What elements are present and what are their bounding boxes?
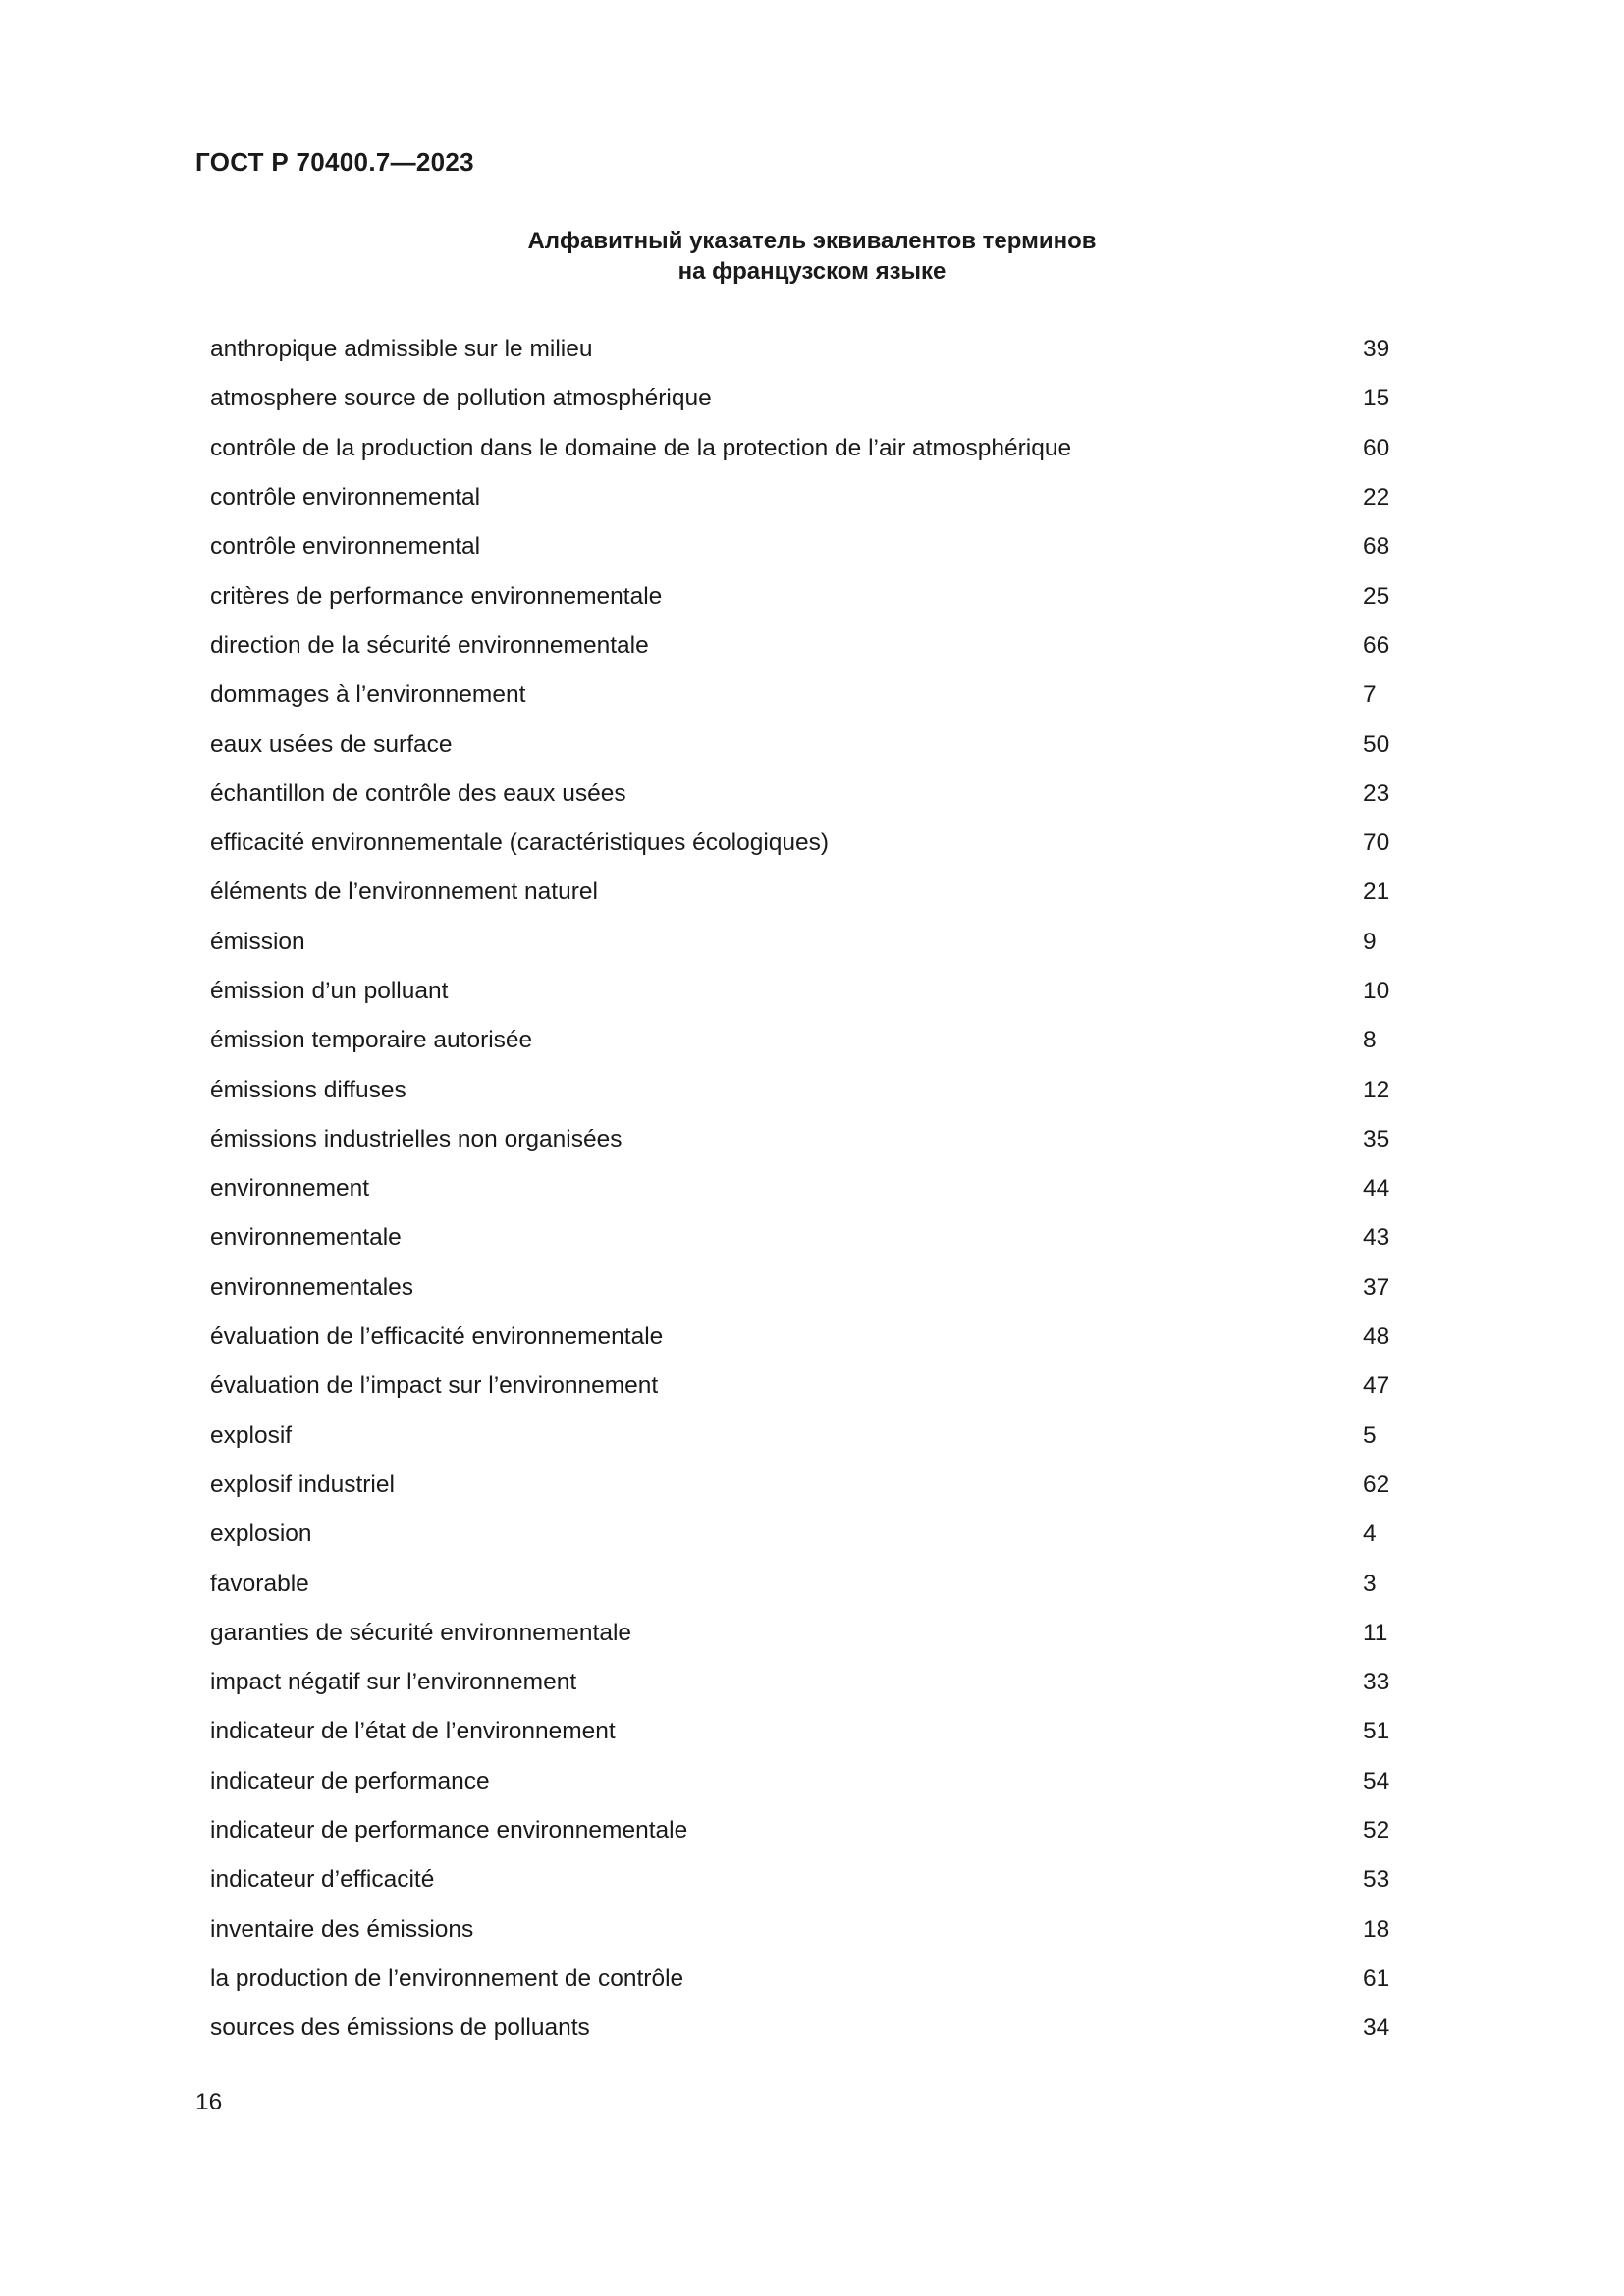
index-term: environnementales: [210, 1273, 414, 1301]
index-term: eaux usées de surface: [210, 730, 453, 758]
index-term: contrôle de la production dans le domaine de la protection de l’air atmosphérique: [210, 434, 1072, 461]
index-row: [210, 1609, 1449, 1658]
index-title-line-2: на французском языке: [677, 258, 947, 285]
index-row: [210, 1954, 1449, 2003]
index-row: [210, 325, 1449, 374]
index-ref: 4: [1363, 1521, 1377, 1548]
index-ref: 8: [1363, 1027, 1377, 1054]
index-ref: 25: [1363, 582, 1390, 610]
index-row: [210, 1412, 1449, 1461]
index-title: [0, 226, 1624, 287]
index-row: [210, 1707, 1449, 1756]
index-ref: 10: [1363, 978, 1390, 1004]
index-row: [210, 1115, 1449, 1164]
index-term: explosion: [210, 1521, 312, 1548]
index-term: émission temporaire autorisée: [210, 1027, 533, 1054]
document-header: [195, 147, 474, 178]
index-ref: 68: [1363, 533, 1390, 561]
index-term: critères de performance environnementale: [210, 582, 663, 610]
index-row: [210, 522, 1449, 571]
index-row: [210, 1905, 1449, 1954]
index-ref: 48: [1363, 1323, 1390, 1351]
index-ref: 47: [1363, 1372, 1390, 1400]
index-term: sources des émissions de polluants: [210, 2014, 590, 2042]
index-term: émission: [210, 928, 305, 955]
index-term: favorable: [210, 1570, 309, 1597]
index-ref: 12: [1363, 1076, 1390, 1103]
index-ref: 44: [1363, 1175, 1390, 1202]
index-ref: 60: [1363, 434, 1390, 461]
index-ref: 39: [1363, 336, 1390, 363]
index-row: [210, 868, 1449, 917]
index-term: atmosphere source de pollution atmosphérique: [210, 385, 712, 412]
index-ref: 66: [1363, 631, 1390, 659]
index-row: [210, 720, 1449, 769]
index-ref: 70: [1363, 829, 1390, 857]
index-term: explosif: [210, 1421, 293, 1449]
index-row: [210, 374, 1449, 423]
index-row: [210, 918, 1449, 967]
index-term: inventaire des émissions: [210, 1915, 474, 1943]
index-row: [210, 473, 1449, 522]
index-row: [210, 1658, 1449, 1707]
index-term: émission d’un polluant: [210, 978, 449, 1004]
index-row: [210, 621, 1449, 670]
index-ref: 15: [1363, 385, 1390, 412]
index-row: [210, 770, 1449, 819]
index-term: efficacité environnementale (caractéristiques écologiques): [210, 829, 830, 857]
index-ref: 3: [1363, 1570, 1377, 1597]
index-term: anthropique admissible sur le milieu: [210, 336, 593, 363]
index-term: indicateur d’efficacité: [210, 1866, 435, 1894]
index-row: [210, 1806, 1449, 1855]
index-ref: 18: [1363, 1915, 1390, 1943]
index-row: [210, 1559, 1449, 1608]
index-row: [210, 819, 1449, 868]
index-row: [210, 1510, 1449, 1559]
index-term: impact négatif sur l’environnement: [210, 1669, 577, 1696]
index-table: [210, 325, 1449, 2053]
index-term: évaluation de l’impact sur l’environnement: [210, 1372, 659, 1400]
index-row: [210, 1213, 1449, 1262]
index-ref: 34: [1363, 2014, 1390, 2042]
index-ref: 52: [1363, 1817, 1390, 1844]
index-title-line-1: Алфавитный указатель эквивалентов терминов: [527, 228, 1097, 254]
index-term: émissions industrielles non organisées: [210, 1125, 623, 1152]
index-term: indicateur de performance environnementale: [210, 1817, 688, 1844]
index-row: [210, 424, 1449, 473]
index-ref: 53: [1363, 1866, 1390, 1894]
index-term: échantillon de contrôle des eaux usées: [210, 779, 626, 807]
index-ref: 21: [1363, 879, 1390, 906]
index-ref: 11: [1363, 1619, 1388, 1646]
index-ref: 22: [1363, 484, 1390, 511]
index-row: [210, 571, 1449, 620]
index-ref: 37: [1363, 1273, 1390, 1301]
index-row: [210, 967, 1449, 1016]
index-term: éléments de l’environnement naturel: [210, 879, 598, 906]
index-ref: 23: [1363, 779, 1390, 807]
index-ref: 54: [1363, 1767, 1390, 1794]
index-row: [210, 1362, 1449, 1411]
index-row: [210, 1164, 1449, 1213]
index-row: [210, 1757, 1449, 1806]
index-row: [210, 1263, 1449, 1312]
index-ref: 7: [1363, 681, 1377, 709]
index-term: évaluation de l’efficacité environnementale: [210, 1323, 664, 1351]
index-term: contrôle environnemental: [210, 533, 481, 561]
index-row: [210, 1461, 1449, 1510]
index-ref: 61: [1363, 1964, 1390, 1992]
index-term: explosif industriel: [210, 1470, 395, 1498]
index-ref: 62: [1363, 1470, 1390, 1498]
index-ref: 5: [1363, 1421, 1377, 1449]
index-ref: 33: [1363, 1669, 1390, 1696]
index-row: [210, 1312, 1449, 1362]
index-term: indicateur de l’état de l’environnement: [210, 1718, 616, 1745]
index-row: [210, 2003, 1449, 2053]
index-ref: 35: [1363, 1125, 1390, 1152]
page-number: 16: [195, 2089, 223, 2115]
index-term: la production de l’environnement de contrôle: [210, 1964, 684, 1992]
index-term: dommages à l’environnement: [210, 681, 526, 709]
standard-code: ГОСТ Р 70400.7—2023: [195, 147, 474, 177]
index-row: [210, 1855, 1449, 1904]
index-term: direction de la sécurité environnementale: [210, 631, 649, 659]
index-term: indicateur de performance: [210, 1767, 490, 1794]
index-ref: 51: [1363, 1718, 1390, 1745]
index-ref: 43: [1363, 1224, 1390, 1252]
index-term: garanties de sécurité environnementale: [210, 1619, 632, 1646]
index-row: [210, 670, 1449, 720]
index-term: émissions diffuses: [210, 1076, 406, 1103]
index-row: [210, 1016, 1449, 1065]
index-ref: 50: [1363, 730, 1390, 758]
index-term: environnement: [210, 1175, 370, 1202]
index-term: environnementale: [210, 1224, 402, 1252]
index-row: [210, 1065, 1449, 1114]
index-ref: 9: [1363, 928, 1377, 955]
index-term: contrôle environnemental: [210, 484, 481, 511]
